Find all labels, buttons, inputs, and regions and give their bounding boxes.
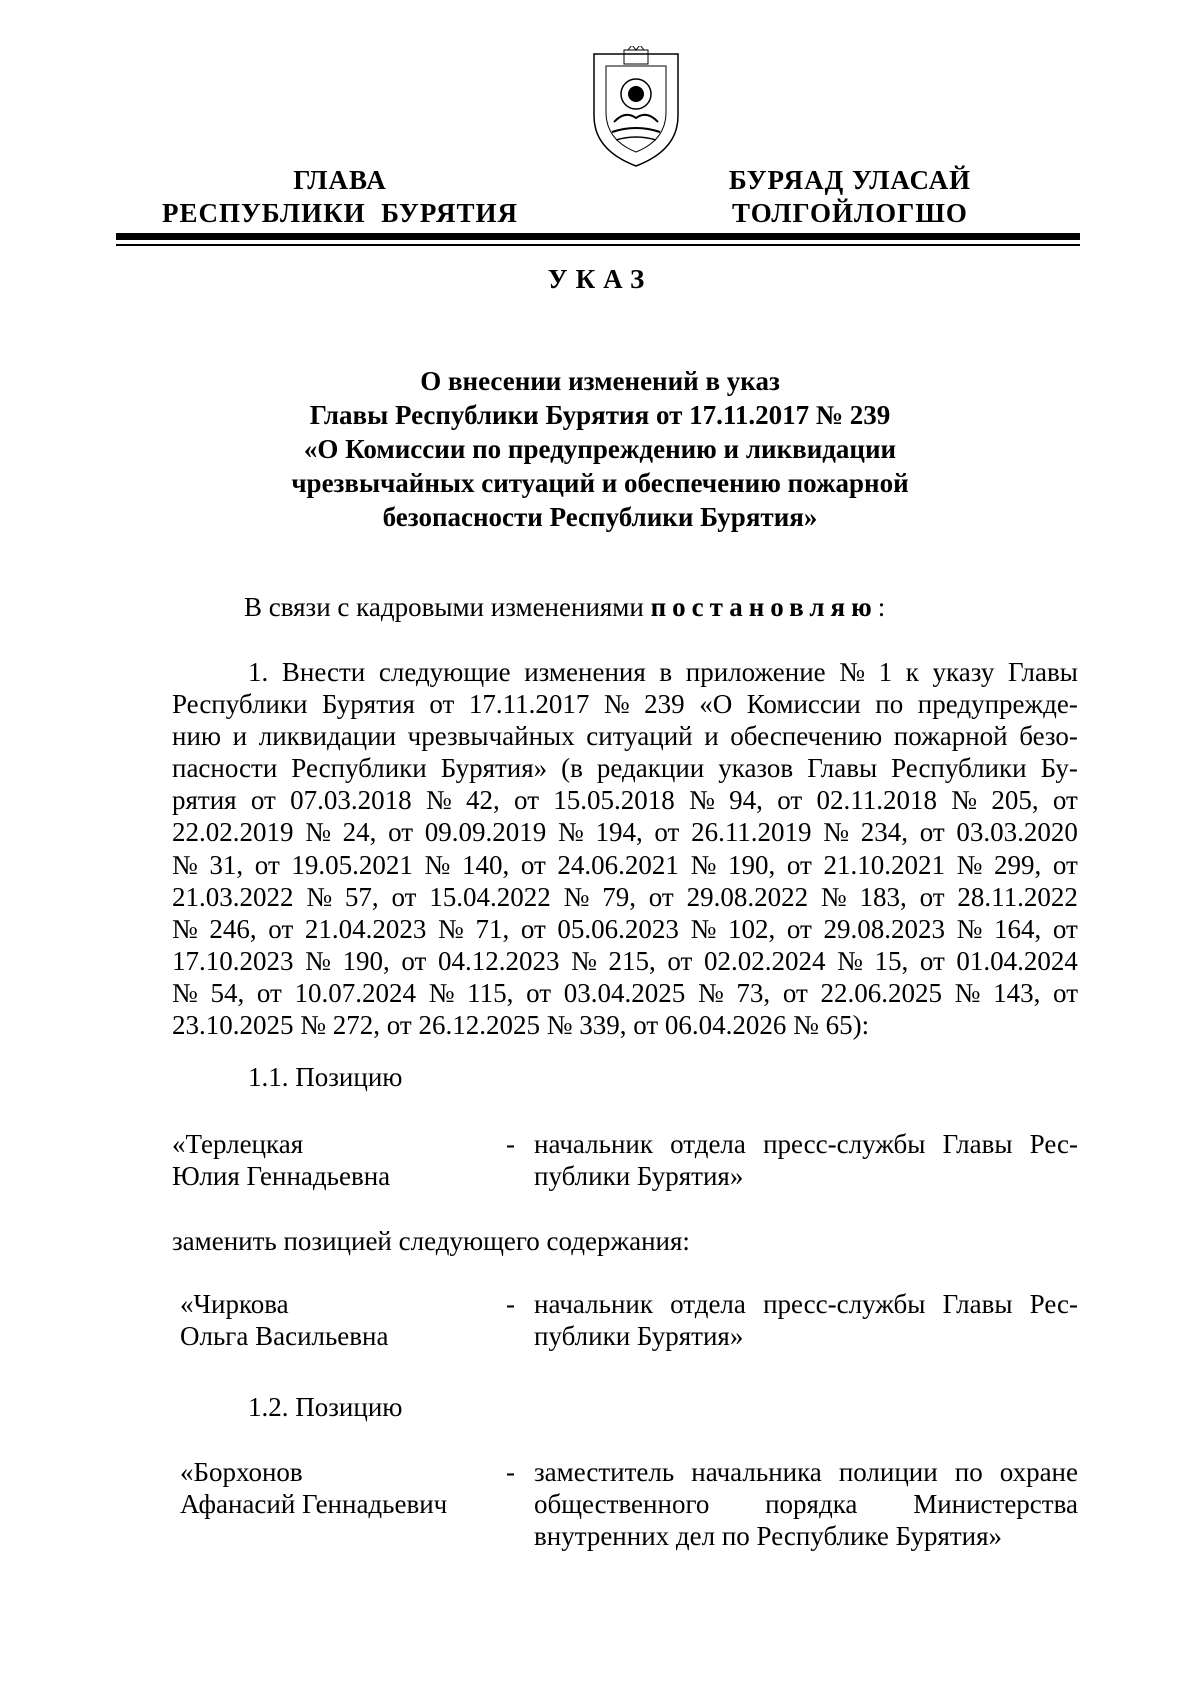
text-line (172, 945, 1078, 977)
word: от (1052, 785, 1078, 816)
word: 29.08.2022 (686, 881, 809, 912)
word: Главы (942, 1289, 1013, 1319)
text-line (534, 1520, 1078, 1552)
word: от (648, 881, 674, 912)
word: заместитель (534, 1457, 675, 1487)
word: Главы (942, 1129, 1013, 1159)
preamble (244, 592, 885, 623)
word: 102, (727, 913, 776, 944)
position-old-1 (172, 1128, 1078, 1192)
header-divider-thin (116, 244, 1080, 246)
word: Внести (281, 657, 366, 687)
word: 299, (994, 849, 1042, 880)
word: нию (172, 721, 222, 752)
word: ситуаций (586, 721, 693, 752)
word: следующие (378, 657, 511, 687)
word: 205, (991, 785, 1039, 816)
word: ликвидации (258, 721, 397, 752)
person-position (534, 1288, 1078, 1352)
word: 15, (874, 945, 909, 976)
word: 15.05.2018 (553, 785, 675, 816)
word: 02.02.2024 (703, 945, 826, 976)
word: № (837, 945, 863, 976)
word: от (526, 977, 552, 1008)
word: № (305, 945, 331, 976)
word: указу (932, 657, 995, 687)
word: по (954, 1457, 983, 1487)
word: Республики (891, 753, 1027, 784)
word: от (256, 977, 282, 1008)
word: порядка (765, 1489, 858, 1519)
word: 140, (461, 849, 510, 880)
position-old-2 (180, 1456, 1078, 1552)
word: 07.03.2018 (290, 785, 412, 816)
word: Республики (291, 753, 427, 784)
word: 190, (342, 945, 390, 976)
word: № (438, 913, 464, 944)
word: от (786, 849, 812, 880)
word: отдела (670, 1289, 746, 1319)
header-right (690, 164, 1010, 230)
word: Министерства (913, 1489, 1078, 1519)
text-line (172, 816, 1078, 848)
word: 1 (878, 657, 893, 687)
word: от (1052, 913, 1078, 944)
person-position (534, 1128, 1078, 1192)
word: Бу- (1040, 753, 1078, 784)
word: 05.06.2023 (557, 913, 679, 944)
title-line: Главы Республики Бурятия от 17.11.2017 № 239 (309, 400, 891, 430)
word: 239 (644, 689, 685, 720)
word: от (777, 785, 803, 816)
word: изменения (524, 657, 646, 687)
word: № (697, 977, 724, 1008)
word: от (919, 817, 945, 848)
word: (в (561, 753, 583, 784)
text-line (172, 881, 1078, 913)
header-left-line2: РЕСПУБЛИКИ БУРЯТИЯ (161, 198, 519, 228)
word: «О (699, 689, 733, 720)
person-name (180, 1288, 388, 1352)
word: 03.03.2020 (956, 817, 1078, 848)
text-line (172, 752, 1078, 784)
word: 17.10.2023 (172, 945, 294, 976)
word: рятия (172, 785, 237, 816)
word: 234, (860, 817, 908, 848)
word: общественного (534, 1489, 710, 1519)
word: 73, (736, 977, 771, 1008)
word: 71, (475, 913, 510, 944)
word: 23.10.2025 № 272, от 26.12.2025 № 339, от 06.04.2026 № 65): (172, 1010, 870, 1041)
header-left-line1: ГЛАВА (293, 165, 387, 195)
word: внутренних дел по Республике Бурятия» (534, 1521, 1003, 1551)
word: предупрежде- (917, 689, 1078, 720)
text-line (172, 849, 1078, 881)
word: 183, (859, 881, 907, 912)
person-position (534, 1456, 1078, 1552)
word: 54, (210, 977, 245, 1008)
word: от (520, 849, 546, 880)
word: от (919, 881, 945, 912)
text-line (534, 1160, 1078, 1192)
text-line (172, 1009, 1078, 1041)
word: от (654, 817, 680, 848)
word: от (1053, 977, 1078, 1008)
word: от (514, 785, 539, 816)
word: указов (718, 753, 794, 784)
word: № (690, 913, 717, 944)
separator-dash: - (506, 1129, 515, 1159)
separator-dash: - (506, 1457, 515, 1487)
word: от (391, 881, 417, 912)
word: 57, (344, 881, 379, 912)
word: 1. (248, 657, 269, 687)
word: 21.10.2021 (823, 849, 945, 880)
word: по (875, 689, 904, 720)
text-line (534, 1456, 1078, 1488)
word: Главы (1007, 657, 1078, 687)
person-name-line2: Ольга Васильевна (180, 1321, 389, 1351)
word: № (172, 913, 198, 944)
word: от (429, 689, 455, 720)
person-name-line2: Юлия Геннадьевна (172, 1161, 391, 1191)
word: и (704, 721, 719, 752)
header-right-line1: БУРЯАД УЛАСАЙ (728, 165, 972, 195)
word: 164, (994, 913, 1042, 944)
sub2-heading: 1.2. Позицию (248, 1392, 403, 1422)
person-name-line1: «Борхонов (180, 1457, 303, 1487)
word: от (520, 913, 546, 944)
word: 22.02.2019 (172, 817, 294, 848)
person-name-line1: «Чиркова (180, 1289, 289, 1319)
text-line (172, 977, 1078, 1009)
word: 194, (595, 817, 643, 848)
word: начальник (534, 1129, 653, 1159)
text-line (172, 913, 1078, 945)
title-line: О внесении изменений в указ (420, 366, 780, 396)
word: 246, (209, 913, 257, 944)
word: № (424, 849, 451, 880)
word: 143, (993, 977, 1041, 1008)
word: пресс-службы (763, 1289, 926, 1319)
text-line (534, 1288, 1078, 1320)
word: 15.04.2022 (429, 881, 551, 912)
word: и (232, 721, 248, 752)
person-name-line2: Афанасий Геннадьевич (180, 1489, 448, 1519)
word: № (557, 817, 584, 848)
sub1-heading: 1.1. Позицию (248, 1062, 403, 1092)
title-line: чрезвычайных ситуаций и обеспечению пожарной (291, 468, 909, 498)
title-line: «О Комиссии по предупреждению и ликвидации (303, 434, 897, 464)
word: № (428, 977, 455, 1008)
word: № (603, 689, 630, 720)
word: 17.11.2017 (468, 689, 590, 720)
title-line: безопасности Республики Бурятия» (382, 502, 818, 532)
word: 24.06.2021 (557, 849, 679, 880)
word: 190, (727, 849, 776, 880)
word: Республики (172, 689, 308, 720)
word: № (823, 817, 850, 848)
word: от (401, 945, 427, 976)
word: от (268, 913, 294, 944)
header-divider-thick (116, 233, 1080, 240)
word: № (690, 849, 717, 880)
text-line (534, 1320, 1078, 1352)
word: Рес- (1029, 1129, 1078, 1159)
word: № (571, 945, 597, 976)
word: 115, (467, 977, 514, 1008)
person-name (172, 1128, 390, 1192)
word: от (782, 977, 808, 1008)
preamble-text: В связи с кадровыми изменениями (244, 592, 651, 622)
word: 94, (729, 785, 763, 816)
document-title (200, 364, 1000, 534)
word: начальник (534, 1289, 653, 1319)
word: от (667, 945, 693, 976)
word: 42, (466, 785, 500, 816)
word: пресс-службы (763, 1129, 926, 1159)
word: полиции (838, 1457, 938, 1487)
word: Главы (807, 753, 878, 784)
person-name-line1: «Терлецкая (172, 1129, 304, 1159)
word: охране (999, 1457, 1078, 1487)
word: от (786, 913, 812, 944)
word: № (172, 977, 198, 1008)
word: от (388, 817, 414, 848)
word: № (956, 849, 983, 880)
word: публики Бурятия» (534, 1161, 744, 1191)
text-line (172, 688, 1078, 720)
word: № (305, 817, 331, 848)
word: 03.04.2025 (563, 977, 686, 1008)
word: № (951, 785, 978, 816)
word: 02.11.2018 (816, 785, 937, 816)
word: 22.06.2025 (820, 977, 942, 1008)
word: от (919, 945, 945, 976)
replace-text: заменить позицией следующего содержания: (172, 1226, 690, 1256)
word: к (905, 657, 919, 687)
person-name (180, 1456, 447, 1520)
word: безо- (1019, 721, 1078, 752)
word: приложение (685, 657, 826, 687)
word: пожарной (893, 721, 1008, 752)
text-line (172, 784, 1078, 816)
position-new-1 (180, 1288, 1078, 1352)
header-right-line2: ТОЛГОЙЛОГШО (732, 198, 968, 228)
word: отдела (670, 1129, 746, 1159)
word: № (563, 881, 590, 912)
coat-of-arms-icon (586, 46, 686, 170)
word: публики Бурятия» (534, 1321, 744, 1351)
word: № (954, 977, 981, 1008)
item-1-paragraph (172, 656, 1078, 1041)
word: 31, (209, 849, 244, 880)
word: 09.09.2019 (424, 817, 547, 848)
word: 26.11.2019 (691, 817, 812, 848)
word: 24, (342, 817, 377, 848)
word: 04.12.2023 (437, 945, 560, 976)
word: чрезвычайных (407, 721, 575, 752)
word: № (839, 657, 866, 687)
word: 21.04.2023 (304, 913, 427, 944)
separator-dash: - (506, 1289, 515, 1319)
word: № (689, 785, 715, 816)
word: Рес- (1029, 1289, 1078, 1319)
text-line (172, 656, 1078, 688)
word: от (250, 785, 276, 816)
word: пасности (172, 753, 278, 784)
word: 215, (608, 945, 656, 976)
word: № (172, 849, 198, 880)
document-type: УКАЗ (547, 264, 653, 294)
word: 10.07.2024 (294, 977, 417, 1008)
word: 28.11.2022 (957, 881, 1078, 912)
text-line (534, 1488, 1078, 1520)
word: 29.08.2023 (823, 913, 945, 944)
header-left (140, 164, 540, 230)
word: № (956, 913, 983, 944)
word: от (254, 849, 280, 880)
word: 01.04.2024 (956, 945, 1078, 976)
word: начальника (691, 1457, 822, 1487)
word: № (820, 881, 847, 912)
word: № (306, 881, 333, 912)
word: Бурятия» (440, 753, 548, 784)
word: редакции (596, 753, 705, 784)
word: 79, (602, 881, 636, 912)
preamble-end: : (877, 592, 886, 622)
word: 21.03.2022 (172, 881, 294, 912)
word: обеспечению (730, 721, 883, 752)
word: Бурятия (321, 689, 415, 720)
text-line (172, 720, 1078, 752)
word: в (659, 657, 673, 687)
text-line (534, 1128, 1078, 1160)
word: № (425, 785, 452, 816)
word: 19.05.2021 (291, 849, 413, 880)
preamble-resolve: постановляю (650, 592, 878, 622)
word: Комиссии (746, 689, 861, 720)
word: от (1052, 849, 1078, 880)
